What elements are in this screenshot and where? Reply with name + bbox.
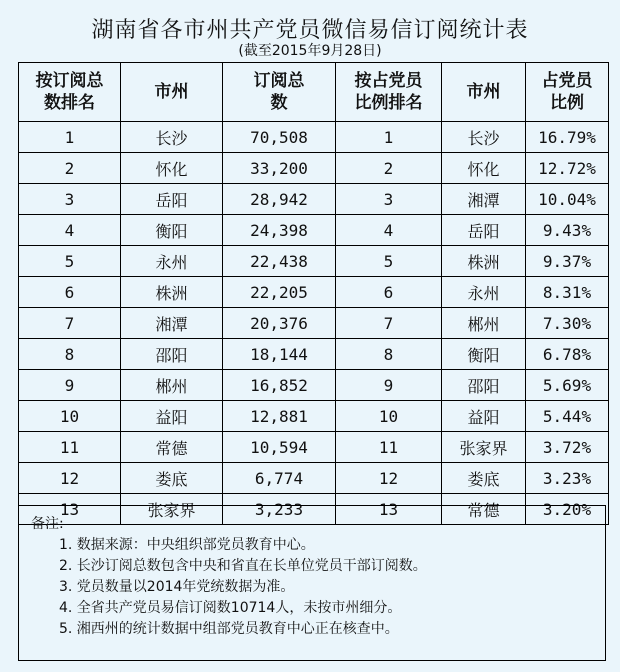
cell-city: 常德 <box>121 432 223 463</box>
table-row <box>19 277 609 308</box>
notes-title: 备注: <box>31 516 64 532</box>
cell-city-2: 岳阳 <box>442 215 526 246</box>
page-title: 湖南省各市州共产党员微信易信订阅统计表 <box>91 18 529 43</box>
cell-rank: 10 <box>19 401 121 432</box>
table-row <box>19 308 609 339</box>
cell-rank: 2 <box>19 153 121 184</box>
cell-city: 衡阳 <box>121 215 223 246</box>
cell-city-2: 湘潭 <box>442 184 526 215</box>
cell-city: 郴州 <box>121 370 223 401</box>
cell-member-ratio: 16.79% <box>526 122 609 153</box>
table-row <box>19 401 609 432</box>
cell-rank-ratio: 5 <box>336 246 442 277</box>
table-row <box>19 370 609 401</box>
cell-subscriptions: 22,205 <box>223 277 336 308</box>
cell-city-2: 永州 <box>442 277 526 308</box>
cell-rank: 6 <box>19 277 121 308</box>
cell-city: 株洲 <box>121 277 223 308</box>
table-header-row <box>19 63 609 122</box>
header-rank-by-subscriptions: 按订阅总 数排名 <box>19 63 121 122</box>
header-city-2: 市州 <box>442 63 526 122</box>
cell-member-ratio: 9.43% <box>526 215 609 246</box>
cell-rank: 12 <box>19 463 121 494</box>
cell-member-ratio: 3.23% <box>526 463 609 494</box>
cell-city: 永州 <box>121 246 223 277</box>
note-item: 4. 全省共产党员易信订阅数10714人，未按市州细分。 <box>59 600 402 616</box>
cell-rank-ratio: 13 <box>336 494 442 525</box>
cell-member-ratio: 5.69% <box>526 370 609 401</box>
header-member-ratio: 占党员 比例 <box>526 63 609 122</box>
page-subtitle: (截至2015年9月28日) <box>238 43 382 59</box>
header-subscriptions: 订阅总 数 <box>223 63 336 122</box>
cell-rank-ratio: 1 <box>336 122 442 153</box>
note-item: 1. 数据来源：中央组织部党员教育中心。 <box>59 537 315 553</box>
cell-member-ratio: 5.44% <box>526 401 609 432</box>
subscription-table <box>18 62 609 525</box>
table-body <box>19 122 609 525</box>
cell-city: 邵阳 <box>121 339 223 370</box>
cell-city: 岳阳 <box>121 184 223 215</box>
table-row <box>19 184 609 215</box>
cell-subscriptions: 12,881 <box>223 401 336 432</box>
cell-member-ratio: 8.31% <box>526 277 609 308</box>
cell-city-2: 长沙 <box>442 122 526 153</box>
cell-subscriptions: 28,942 <box>223 184 336 215</box>
cell-subscriptions: 33,200 <box>223 153 336 184</box>
cell-subscriptions: 70,508 <box>223 122 336 153</box>
cell-member-ratio: 7.30% <box>526 308 609 339</box>
cell-subscriptions: 10,594 <box>223 432 336 463</box>
cell-rank-ratio: 3 <box>336 184 442 215</box>
notes-list <box>19 535 427 640</box>
cell-member-ratio: 3.20% <box>526 494 609 525</box>
table-row <box>19 215 609 246</box>
cell-city-2: 郴州 <box>442 308 526 339</box>
cell-city-2: 张家界 <box>442 432 526 463</box>
notes-box <box>18 505 606 661</box>
cell-member-ratio: 9.37% <box>526 246 609 277</box>
table-row <box>19 463 609 494</box>
cell-rank-ratio: 12 <box>336 463 442 494</box>
cell-subscriptions: 24,398 <box>223 215 336 246</box>
cell-rank: 3 <box>19 184 121 215</box>
cell-city-2: 衡阳 <box>442 339 526 370</box>
cell-city: 娄底 <box>121 463 223 494</box>
cell-city-2: 邵阳 <box>442 370 526 401</box>
cell-rank: 4 <box>19 215 121 246</box>
header-city: 市州 <box>121 63 223 122</box>
cell-rank-ratio: 10 <box>336 401 442 432</box>
cell-rank: 1 <box>19 122 121 153</box>
cell-member-ratio: 12.72% <box>526 153 609 184</box>
cell-city: 怀化 <box>121 153 223 184</box>
cell-city-2: 益阳 <box>442 401 526 432</box>
cell-city-2: 娄底 <box>442 463 526 494</box>
cell-city: 湘潭 <box>121 308 223 339</box>
cell-rank: 5 <box>19 246 121 277</box>
cell-city: 益阳 <box>121 401 223 432</box>
cell-rank: 13 <box>19 494 121 525</box>
cell-subscriptions: 20,376 <box>223 308 336 339</box>
cell-city: 长沙 <box>121 122 223 153</box>
cell-rank: 9 <box>19 370 121 401</box>
cell-rank-ratio: 6 <box>336 277 442 308</box>
cell-rank-ratio: 2 <box>336 153 442 184</box>
cell-subscriptions: 22,438 <box>223 246 336 277</box>
table-row <box>19 339 609 370</box>
table-row <box>19 153 609 184</box>
cell-rank-ratio: 11 <box>336 432 442 463</box>
table-row <box>19 246 609 277</box>
cell-rank-ratio: 4 <box>336 215 442 246</box>
cell-subscriptions: 18,144 <box>223 339 336 370</box>
table-row <box>19 122 609 153</box>
note-item: 5. 湘西州的统计数据中组部党员教育中心正在核查中。 <box>59 621 399 637</box>
cell-member-ratio: 10.04% <box>526 184 609 215</box>
cell-rank-ratio: 7 <box>336 308 442 339</box>
cell-rank: 8 <box>19 339 121 370</box>
table-row <box>19 432 609 463</box>
cell-subscriptions: 3,233 <box>223 494 336 525</box>
cell-subscriptions: 16,852 <box>223 370 336 401</box>
header-rank-by-ratio: 按占党员 比例排名 <box>336 63 442 122</box>
cell-city-2: 株洲 <box>442 246 526 277</box>
cell-rank: 11 <box>19 432 121 463</box>
cell-city: 张家界 <box>121 494 223 525</box>
cell-rank-ratio: 8 <box>336 339 442 370</box>
note-item: 3. 党员数量以2014年党统数据为准。 <box>59 579 295 595</box>
cell-rank: 7 <box>19 308 121 339</box>
cell-city-2: 怀化 <box>442 153 526 184</box>
cell-member-ratio: 6.78% <box>526 339 609 370</box>
cell-subscriptions: 6,774 <box>223 463 336 494</box>
cell-member-ratio: 3.72% <box>526 432 609 463</box>
cell-rank-ratio: 9 <box>336 370 442 401</box>
cell-city-2: 常德 <box>442 494 526 525</box>
note-item: 2. 长沙订阅总数包含中央和省直在长单位党员干部订阅数。 <box>59 558 427 574</box>
